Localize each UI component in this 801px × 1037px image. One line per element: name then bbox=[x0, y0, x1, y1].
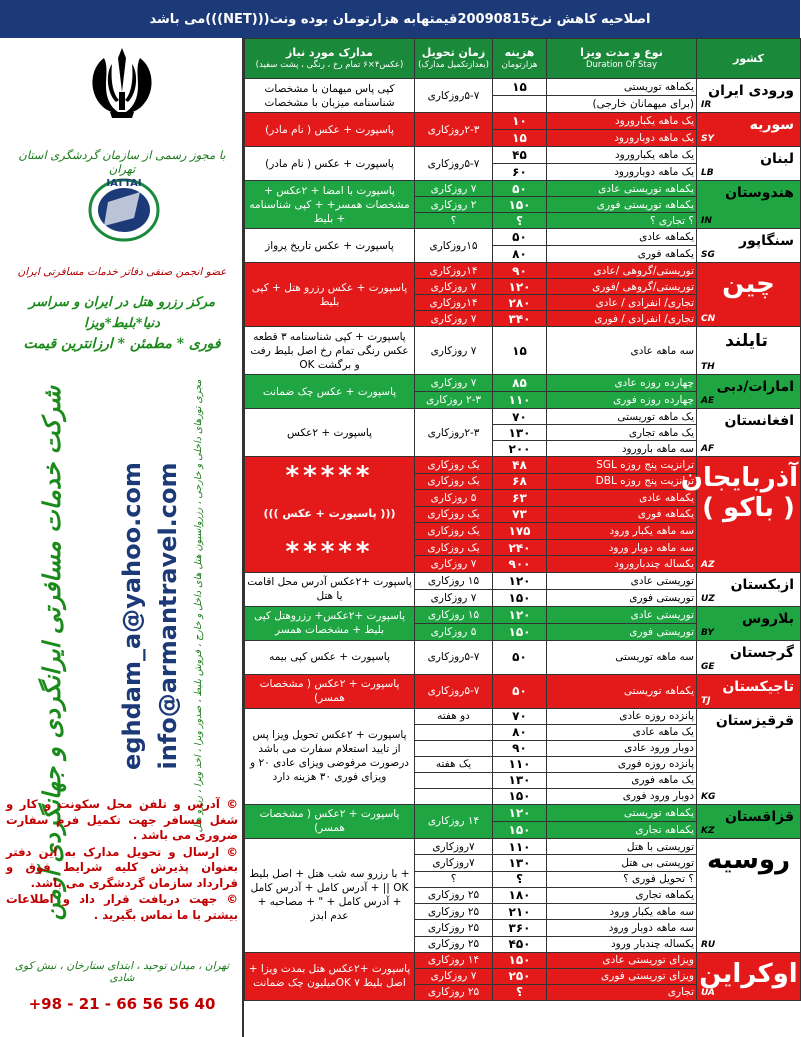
country-code: TH bbox=[701, 362, 715, 372]
visa-type: توریستی/گروهی /فوری bbox=[547, 279, 697, 295]
visa-fee: ۱۵۰ bbox=[493, 197, 547, 213]
country-cell bbox=[697, 674, 801, 708]
country-cell bbox=[680, 457, 801, 573]
visa-type: ؟ تحویل فوری ؟ bbox=[547, 871, 697, 887]
table-row bbox=[245, 113, 801, 130]
visa-fee: ۴۵۰ bbox=[493, 936, 547, 952]
visa-fee: ۱۱۰ bbox=[493, 392, 547, 409]
visa-type: یک ماهه عادی bbox=[547, 724, 697, 740]
visa-type: پانزده روزه عادی bbox=[547, 708, 697, 724]
country-code: AF bbox=[701, 444, 715, 454]
visa-fee: ۷۳ bbox=[493, 506, 547, 523]
delivery-time: ۷ روزکاری bbox=[415, 327, 493, 375]
visa-fee: ۶۳ bbox=[493, 490, 547, 507]
visa-fee: ۸۰ bbox=[493, 246, 547, 263]
visa-type: یک ماهه فوری bbox=[547, 772, 697, 788]
table-row bbox=[245, 181, 801, 197]
required-docs: پاسپورت + عکس کپی بیمه bbox=[245, 640, 415, 674]
header-type: نوع و مدت ویزا Duration Of Stay bbox=[547, 39, 697, 79]
required-docs bbox=[245, 457, 415, 573]
delivery-time: ۵-۷روزکاری bbox=[415, 147, 493, 181]
visa-fee: ۱۵ bbox=[493, 130, 547, 147]
country-code: UZ bbox=[701, 593, 715, 604]
visa-type: تجاری/ انفرادی / عادی bbox=[547, 295, 697, 311]
visa-fee: ۷۰ bbox=[493, 409, 547, 425]
visa-type: توریستی فوری bbox=[547, 623, 697, 640]
visa-fee: ۱۲۰ bbox=[493, 606, 547, 623]
visa-type: یک ماهه توریستی bbox=[547, 409, 697, 425]
country-code: AE bbox=[701, 396, 715, 406]
delivery-time: ۲۵ روزکاری bbox=[415, 887, 493, 903]
visa-fee: ۲۵۰ bbox=[493, 968, 547, 984]
visa-type: دوبار ورود فوری bbox=[547, 788, 697, 804]
visa-fee: ۹۰ bbox=[493, 740, 547, 756]
required-docs: پاسپورت + عکس ( نام مادر) bbox=[245, 113, 415, 147]
country-code: LB bbox=[701, 168, 714, 178]
country-name: تاجیکستان bbox=[722, 678, 794, 695]
visa-fee: ؟ bbox=[493, 984, 547, 1000]
visa-type: دوبار ورود عادی bbox=[547, 740, 697, 756]
delivery-time: ۷ روزکاری bbox=[415, 589, 493, 606]
required-docs: پاسپورت + ۲عکس ( مشخصات همسر) bbox=[245, 674, 415, 708]
country-code: IR bbox=[701, 100, 712, 110]
visa-fee: ۸۰ bbox=[493, 724, 547, 740]
required-docs: پاسپورت +۲عکس هتل بمدت ویزا + اصل بلیط OK ۷میلیون چک ضمانت bbox=[245, 952, 415, 1000]
delivery-time: ۱۵روزکاری bbox=[415, 229, 493, 263]
delivery-time bbox=[415, 740, 493, 756]
visa-fee: ۲۰۰ bbox=[493, 441, 547, 457]
visa-fee: ۱۲۰ bbox=[493, 804, 547, 821]
country-name: گرجستان bbox=[729, 644, 794, 661]
visa-type: یکماهه توریستی bbox=[547, 674, 697, 708]
delivery-time: ۷ روزکاری bbox=[415, 968, 493, 984]
country-cell bbox=[697, 640, 801, 674]
country-code: AZ bbox=[701, 559, 715, 570]
visa-fee: ۱۰ bbox=[493, 113, 547, 130]
country-name: هندوستان bbox=[725, 185, 794, 201]
visa-price-table bbox=[244, 38, 801, 1001]
delivery-time: یک روزکاری bbox=[415, 457, 493, 474]
visa-type: توریستی/گروهی /عادی bbox=[547, 263, 697, 279]
visa-type: یک ماهه تجاری bbox=[547, 425, 697, 441]
country-cell bbox=[697, 147, 801, 181]
country-name: قرقیزستان bbox=[715, 712, 794, 729]
visa-fee: ۵۰ bbox=[493, 229, 547, 246]
table-row bbox=[245, 708, 801, 724]
visa-type: توریستی بی هتل bbox=[547, 855, 697, 871]
license-text: با مجوز رسمی از سازمان گردشگری استان تهران bbox=[18, 148, 226, 176]
country-code: TJ bbox=[701, 695, 711, 706]
delivery-time: ۲۵ روزکاری bbox=[415, 920, 493, 936]
country-name: سنگاپور bbox=[739, 233, 794, 249]
delivery-time: ۲-۳روزکاری bbox=[415, 113, 493, 147]
delivery-time bbox=[415, 772, 493, 788]
visa-type: سه ماهه یکبار ورود bbox=[547, 523, 697, 540]
visa-fee: ۱۵۰ bbox=[493, 788, 547, 804]
delivery-time: ۷ روزکاری bbox=[415, 556, 493, 573]
delivery-time: ؟ bbox=[415, 871, 493, 887]
slogan-text: فوری * مطمئن * ارزانترین قیمت bbox=[23, 336, 221, 352]
visa-type: توریستی عادی bbox=[547, 572, 697, 589]
required-docs: پاسپورت + عکس چک ضمانت bbox=[245, 375, 415, 409]
country-name: چین bbox=[722, 269, 775, 299]
visa-type: ترانزیت پنج روزه SGL bbox=[547, 457, 697, 474]
visa-fee: ۱۲۰ bbox=[493, 572, 547, 589]
delivery-time: ۷ روزکاری bbox=[415, 181, 493, 197]
delivery-time: یک روزکاری bbox=[415, 506, 493, 523]
table-header-row bbox=[245, 39, 801, 79]
country-cell bbox=[697, 79, 801, 113]
country-cell bbox=[697, 708, 801, 804]
delivery-time: یک روزکاری bbox=[415, 539, 493, 556]
services-text: مرکز رزرو هتل در ایران و سراسر دنیا*بلیط*ویزا bbox=[28, 295, 216, 331]
required-docs: پاسپورت با امضا + ۲عکس + مشخصات همسر+ + کپی شناسنامه + بلیط bbox=[245, 181, 415, 229]
stars-decoration: ***** bbox=[285, 537, 374, 568]
delivery-time: ۵-۷روزکاری bbox=[415, 640, 493, 674]
address-text: تهران ، میدان توحید ، ابتدای ستارخان ، نبش کوی شادی bbox=[14, 960, 230, 984]
country-cell bbox=[697, 375, 801, 409]
docs-note: ((( پاسپورت + عکس ))) bbox=[263, 507, 396, 521]
visa-type: چهارده روزه عادی bbox=[547, 375, 697, 392]
visa-fee: ۴۸ bbox=[493, 457, 547, 474]
visa-type: یکماهه توریستی bbox=[547, 804, 697, 821]
delivery-time: ۱۴ روزکاری bbox=[415, 952, 493, 968]
country-code: KZ bbox=[701, 825, 715, 836]
website-link[interactable]: info@armantravel.com bbox=[154, 462, 182, 770]
country-code: CN bbox=[701, 314, 716, 324]
visa-fee: ؟ bbox=[493, 871, 547, 887]
country-code: SG bbox=[701, 250, 715, 260]
header-fee: هزینه هزارتومان bbox=[493, 39, 547, 79]
required-docs: پاسپورت + عکس رزرو هتل + کپی بلیط bbox=[245, 263, 415, 327]
country-cell bbox=[697, 838, 801, 952]
visa-fee: ۷۰ bbox=[493, 708, 547, 724]
country-cell bbox=[697, 263, 801, 327]
visa-fee: ۵۰ bbox=[493, 640, 547, 674]
visa-type: یکساله چندبار ورود bbox=[547, 936, 697, 952]
visa-type: سه ماهه بارورود bbox=[547, 441, 697, 457]
country-name: سوریه bbox=[749, 117, 794, 133]
delivery-time: ۷روزکاری bbox=[415, 855, 493, 871]
visa-fee: ۲۴۰ bbox=[493, 539, 547, 556]
visa-type: یک ماهه یکبارورود bbox=[547, 113, 697, 130]
delivery-time: ۲۵ روزکاری bbox=[415, 936, 493, 952]
member-text: عضو انجمن صنفی دفاتر خدمات مسافرتی ایران bbox=[17, 266, 227, 278]
required-docs: پاسپورت +۲عکس آدرس محل اقامت یا هتل bbox=[245, 572, 415, 606]
visa-type: چهارده روزه فوری bbox=[547, 392, 697, 409]
visa-fee: ۱۱۰ bbox=[493, 756, 547, 772]
visa-type: یکماهه توریستی bbox=[547, 79, 697, 96]
table-row bbox=[245, 375, 801, 392]
country-cell bbox=[697, 113, 801, 147]
visa-type: توریستی فوری bbox=[547, 589, 697, 606]
delivery-time: ؟ bbox=[415, 213, 493, 229]
logo-text: IATTAI bbox=[106, 178, 142, 189]
country-code: BY bbox=[701, 627, 714, 638]
visa-fee: ؟ bbox=[493, 213, 547, 229]
visa-fee: ۱۳۰ bbox=[493, 425, 547, 441]
visa-fee: ۸۵ bbox=[493, 375, 547, 392]
country-name: افغانستان bbox=[724, 413, 794, 429]
visa-type: سه ماهه توریستی bbox=[547, 640, 697, 674]
visa-fee: ۱۲۰ bbox=[493, 279, 547, 295]
visa-type: ویزای توریستی عادی bbox=[547, 952, 697, 968]
delivery-time bbox=[415, 724, 493, 740]
visa-type: ترانزیت پنج روزه DBL bbox=[547, 473, 697, 490]
country-name: لبنان bbox=[760, 151, 794, 167]
visa-fee: ۴۵ bbox=[493, 147, 547, 164]
delivery-time: ۱۴روزکاری bbox=[415, 263, 493, 279]
visa-fee: ۵۰ bbox=[493, 181, 547, 197]
country-name: امارات/دبی bbox=[716, 379, 794, 395]
delivery-time: ۱۵ روزکاری bbox=[415, 606, 493, 623]
visa-fee: ۱۳۰ bbox=[493, 855, 547, 871]
required-docs: پاسپورت + ۲عکس تحویل ویزا پس از تایید استعلام سفارت می باشد درصورت مرفوضی ویزای عادی ۲۰ و ویزای فوری ۳۰ هزینه دارد bbox=[245, 708, 415, 804]
visa-fee bbox=[493, 96, 547, 113]
delivery-time: ۱۴روزکاری bbox=[415, 295, 493, 311]
note-item: © جهت دریافت قرار داد و اطلاعات بیشتر با ما تماس بگیرید . bbox=[6, 892, 238, 922]
header-docs: مدارک مورد نیاز (عکس۴×۶ تمام رخ ، رنگی ، پشت سفید) bbox=[245, 39, 415, 79]
table-row bbox=[245, 229, 801, 246]
table-row bbox=[245, 79, 801, 96]
visa-type: یکماهه عادی bbox=[547, 229, 697, 246]
visa-type: پانزده روزه فوری bbox=[547, 756, 697, 772]
stars-decoration: ***** bbox=[285, 461, 374, 492]
country-code: RU bbox=[701, 939, 716, 950]
visa-fee: ۹۰ bbox=[493, 263, 547, 279]
visa-type: یکساله چندبارورود bbox=[547, 556, 697, 573]
visa-type: یکماهه عادی bbox=[547, 490, 697, 507]
page-title: اصلاحیه کاهش نرخ20090815قیمتهابه هزارتومان بوده ونت(((NET)))می باشد bbox=[149, 11, 651, 27]
visa-fee: ۱۵۰ bbox=[493, 589, 547, 606]
visa-type: سه ماهه دوبار ورود bbox=[547, 920, 697, 936]
visa-fee: ۳۴۰ bbox=[493, 311, 547, 327]
required-docs: پاسپورت +۲عکس+ رزروهتل کپی بلیط + مشخصات همسر bbox=[245, 606, 415, 640]
table-row bbox=[245, 147, 801, 164]
table-row bbox=[245, 804, 801, 821]
table-row bbox=[245, 572, 801, 589]
table-row bbox=[245, 409, 801, 425]
delivery-time: ۲-۳روزکاری bbox=[415, 409, 493, 457]
country-cell bbox=[697, 229, 801, 263]
delivery-time: ۷ روزکاری bbox=[415, 311, 493, 327]
visa-type: یکماهه توریستی فوری bbox=[547, 197, 697, 213]
note-item: © ارسال و تحویل مدارک به این دفتر بعنوان پذیرش کلیه شرایط فوق و قرارداد سازمان گردشگری می باشد. bbox=[6, 844, 238, 890]
delivery-time: یک روزکاری bbox=[415, 523, 493, 540]
required-docs: پاسپورت + عکس تاریخ پرواز bbox=[245, 229, 415, 263]
visa-type: یک ماهه دوبارورود bbox=[547, 130, 697, 147]
delivery-time: ۵ روزکاری bbox=[415, 623, 493, 640]
visa-fee: ۵۰ bbox=[493, 674, 547, 708]
delivery-time: ۵ روزکاری bbox=[415, 490, 493, 507]
visa-fee: ۶۰ bbox=[493, 164, 547, 181]
country-name: تایلند bbox=[725, 331, 768, 351]
note-item: © آدرس و تلفن محل سکونت و کار و شغل مسافر جهت تکمیل فرم سفارت ضروری می باشد . bbox=[6, 797, 238, 842]
delivery-time: ۱۵ روزکاری bbox=[415, 572, 493, 589]
delivery-time: یک هفته bbox=[415, 756, 493, 772]
country-cell bbox=[697, 572, 801, 606]
country-name: اوکراین bbox=[699, 958, 798, 989]
company-description: مجری تورهای داخلی و خارجی ، رزرواسیون هتل های داخل و خارج ، فروش بلیط ، صدور ویزا ، اخذ ویزا ، رزرو هتل bbox=[193, 379, 204, 833]
country-name: قزاقستان bbox=[724, 808, 794, 825]
table-row bbox=[245, 952, 801, 968]
delivery-time: دو هفته bbox=[415, 708, 493, 724]
country-code: SY bbox=[701, 134, 714, 144]
delivery-time: ۲ روزکاری bbox=[415, 197, 493, 213]
visa-type: توریستی عادی bbox=[547, 606, 697, 623]
visa-fee: ۱۷۵ bbox=[493, 523, 547, 540]
visa-fee: ۱۵۰ bbox=[493, 952, 547, 968]
delivery-time: ۲-۳ روزکاری bbox=[415, 392, 493, 409]
country-cell bbox=[697, 606, 801, 640]
phone-number[interactable]: +98 - 21 - 66 56 56 40 bbox=[28, 995, 216, 1013]
header-time: زمان تحویل (بعدازتکمیل مدارک) bbox=[415, 39, 493, 79]
required-docs: پاسپورت + ۲عکس bbox=[245, 409, 415, 457]
visa-fee: ۲۸۰ bbox=[493, 295, 547, 311]
visa-type: (برای میهمانان خارجی) bbox=[547, 96, 697, 113]
visa-fee: ۱۳۰ bbox=[493, 772, 547, 788]
visa-fee: ۳۶۰ bbox=[493, 920, 547, 936]
iran-emblem-icon bbox=[82, 44, 162, 126]
header-country: کشور bbox=[697, 39, 801, 79]
delivery-time: ۷ روزکاری bbox=[415, 279, 493, 295]
required-docs: پاسپورت + کپی شناسنامه ۳ قطعه عکس رنگی تمام رخ اصل بلیط رفت و برگشت OK bbox=[245, 327, 415, 375]
table-row bbox=[245, 327, 801, 375]
country-code: KG bbox=[701, 791, 716, 802]
delivery-time: ۲۵ روزکاری bbox=[415, 904, 493, 920]
table-row bbox=[245, 640, 801, 674]
table-row bbox=[245, 606, 801, 623]
country-code: IN bbox=[701, 216, 712, 226]
table-row bbox=[245, 457, 801, 474]
page-title-bar bbox=[0, 0, 800, 38]
visa-fee: ۶۸ bbox=[493, 473, 547, 490]
visa-fee: ۱۵ bbox=[493, 79, 547, 96]
visa-type: توریستی با هتل bbox=[547, 838, 697, 854]
visa-type: یک ماهه دوبارورود bbox=[547, 164, 697, 181]
visa-type: ؟ تجاری ؟ bbox=[547, 213, 697, 229]
delivery-time: یک روزکاری bbox=[415, 473, 493, 490]
visa-type: ویزای توریستی فوری bbox=[547, 968, 697, 984]
country-name: بلاروس bbox=[742, 610, 794, 627]
visa-type: یکماهه توریستی عادی bbox=[547, 181, 697, 197]
visa-type: یکماهه تجاری bbox=[547, 821, 697, 838]
delivery-time: ۱۴ روزکاری bbox=[415, 804, 493, 838]
visa-type: تجاری/ انفرادی / فوری bbox=[547, 311, 697, 327]
visa-fee: ۱۱۰ bbox=[493, 838, 547, 854]
delivery-time bbox=[415, 788, 493, 804]
country-cell bbox=[697, 952, 801, 1000]
country-code: UA bbox=[701, 987, 715, 998]
delivery-time: ۵-۷روزکاری bbox=[415, 674, 493, 708]
visa-fee: ۱۵۰ bbox=[493, 821, 547, 838]
delivery-time: ۷ روزکاری bbox=[415, 375, 493, 392]
delivery-time: ۵-۷روزکاری bbox=[415, 79, 493, 113]
country-name: ازبکستان bbox=[730, 576, 794, 593]
required-docs: + با رزرو سه شب هتل + اصل بلیط OK || + آدرس کامل + آدرس کامل + آدرس کامل + " + مصاحبه + عدم ابدز bbox=[245, 838, 415, 952]
required-docs: کپی پاس میهمان با مشخصات شناسنامه میزبان با مشخصات bbox=[245, 79, 415, 113]
country-name: ورودی ایران bbox=[708, 83, 794, 99]
country-cell bbox=[697, 327, 801, 375]
visa-type: یکماهه فوری bbox=[547, 246, 697, 263]
visa-type: تجاری bbox=[547, 984, 697, 1000]
delivery-time: ۲۵ روزکاری bbox=[415, 984, 493, 1000]
notes bbox=[6, 797, 238, 924]
required-docs: پاسپورت + ۲عکس ( مشخصات همسر) bbox=[245, 804, 415, 838]
visa-fee: ۱۵۰ bbox=[493, 623, 547, 640]
visa-type: سه ماهه یکبار ورود bbox=[547, 904, 697, 920]
visa-fee: ۱۵ bbox=[493, 327, 547, 375]
visa-type: یک ماهه یکبارورود bbox=[547, 147, 697, 164]
country-name: روسیه bbox=[706, 844, 791, 875]
visa-type: یکماهه فوری bbox=[547, 506, 697, 523]
visa-fee: ۱۸۰ bbox=[493, 887, 547, 903]
visa-type: یکماهه تجاری bbox=[547, 887, 697, 903]
delivery-time: ۷روزکاری bbox=[415, 838, 493, 854]
email-link[interactable]: eghdam_a@yahoo.com bbox=[118, 462, 146, 770]
country-cell bbox=[697, 804, 801, 838]
table-row bbox=[245, 674, 801, 708]
required-docs: پاسپورت + عکس ( نام مادر) bbox=[245, 147, 415, 181]
table-row bbox=[245, 838, 801, 854]
table-row bbox=[245, 263, 801, 279]
country-cell bbox=[697, 181, 801, 229]
company-name: شرکت خدمات مسافرتی ایرانگردی و جهانگردی آرمن bbox=[37, 386, 66, 921]
country-code: GE bbox=[701, 661, 715, 672]
country-cell bbox=[697, 409, 801, 457]
country-name: آذربایجان ( باکو ) bbox=[680, 463, 798, 523]
visa-fee: ۲۱۰ bbox=[493, 904, 547, 920]
iattai-logo-icon bbox=[86, 158, 162, 262]
visa-fee: ۹۰۰ bbox=[493, 556, 547, 573]
visa-type: سه ماهه عادی bbox=[547, 327, 697, 375]
visa-type: سه ماهه دوبار ورود bbox=[547, 539, 697, 556]
